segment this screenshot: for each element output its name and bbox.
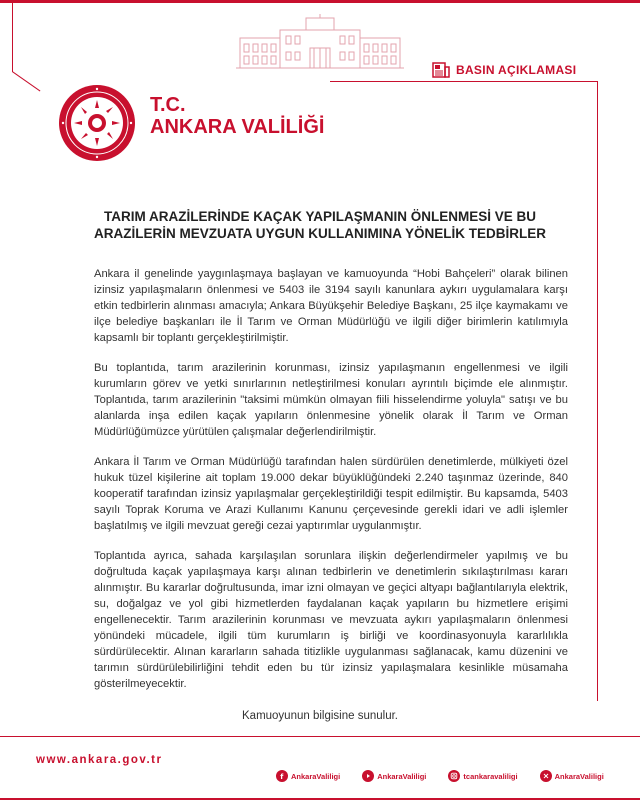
x-icon: [540, 770, 552, 782]
social-label: tcankaravaliligi: [463, 771, 518, 781]
svg-text:f: f: [280, 773, 284, 780]
governorship-seal-icon: [58, 84, 136, 162]
government-building-icon: [236, 14, 404, 70]
paragraph: Bu toplantıda, tarım arazilerinin korunması, izinsiz yapılaşmanın engellenmesi ve ilgili kurumların görev ve yetki sınırlarının netleştirilmesi konuları ayrıntılı biçimde ele alınmıştır. Toplantıda, tarım arazilerinin "taksimi mümkün olmayan fiili hisselendirme yoluyla" satışı ve bu alanlarda inşa edilen kaçak yapıların önlenmesine yönelik olarak İl Tarım ve Orman Müdürlüğümüzce yürütülen çalışmalar değerlendirilmiştir.: [94, 362, 568, 438]
press-release-label: BASIN AÇIKLAMASI: [456, 63, 577, 77]
paragraph: Ankara il genelinde yaygınlaşmaya başlayan ve kamuoyunda “Hobi Bahçeleri” olarak bilinen izinsiz yapılaşmaların önlenmesi ve 5403 ile 3194 sayılı kanunlara aykırı uygulamalara karşı etkin tedbirlerin alınması amacıyla; Ankara Büyükşehir Belediye Başkanı, 25 ilçe kaymakamı ve ilçe belediye başkanları ile İl Tarım ve Orman Müdürlüğü ve ilgili diğer birimlerin katılımıyla kapsamlı bir toplantı gerçekleştirilmiştir.: [94, 268, 568, 344]
org-prefix: T.C.: [150, 94, 186, 116]
title-line: ARAZİLERİN MEVZUATA UYGUN KULLANIMINA YÖNELİK TEDBİRLER: [94, 226, 546, 241]
social-x[interactable]: [540, 770, 604, 782]
decorative-line: [597, 81, 598, 701]
social-label: AnkaraValiligi: [554, 771, 604, 781]
top-border: [0, 0, 640, 3]
social-youtube[interactable]: [362, 770, 426, 782]
social-label: AnkaraValiligi: [377, 771, 427, 781]
website-link[interactable]: www.ankara.gov.tr: [36, 754, 163, 766]
decorative-line: [12, 0, 13, 72]
social-links: [276, 770, 604, 782]
social-instagram[interactable]: [448, 770, 517, 782]
organization-name: [150, 94, 324, 138]
paragraph: Toplantıda ayrıca, sahada karşılaşılan sorunlara ilişkin değerlendirmeler yapılmış ve bu doğrultuda kaçak yapılaşmaya karşı alınan tedbirlerin ve denetimlerin sıkılaştırılması kararı alınmıştır. Bu kararlar doğrultusunda, imar izni olmayan ve geçici altyapı bağlantılarıyla elektrik, su, doğalgaz ve yol gibi hizmetlerden faydalanan kaçak yapıların bu hizmetlere erişimi engellenecektir. Tarım arazilerinin korunması ve mevzuata aykırı yapılaşmaların önlenmesi yönündeki mücadele, ilgili tüm kurumların iş birliği ve koordinasyonuyla kararlılıkla sürdürülecektir. Alınan kararların sahada titizlikle uygulanması sağlanacak, kamu düzenini ve tarımın sürdürülebilirliğini tehdit eden bu tür izinsiz yapılaşmalara kesinlikle müsamaha gösterilmeyecektir.: [94, 550, 568, 690]
press-release-header: [432, 62, 576, 78]
document-title: [40, 208, 600, 242]
org-title: ANKARA VALİLİĞİ: [150, 116, 325, 138]
title-line: TARIM ARAZİLERİNDE KAÇAK YAPILAŞMANIN ÖNLENMESİ VE BU: [103, 209, 537, 224]
paragraph: Ankara İl Tarım ve Orman Müdürlüğü tarafından halen sürdürülen denetimlerde, mülkiyeti özel hukuk tüzel kişilerine ait toplam 19.000 dekar büyüklüğündeki 2.240 taşınmaz üzerinde, 840 kooperatif tarafından izinsiz yapılaşmalar gerçekleştirildiği tespit edilmiştir. Bu kapsamda, 5403 sayılı Toprak Koruma ve Arazi Kullanımı Kanunu çerçevesinde gerekli idari ve adli işlemler başlatılmış ve ilgili mevzuat gereği cezai yaptırımlar uygulanmıştır.: [94, 456, 568, 532]
facebook-icon: [276, 770, 288, 782]
document-body: [94, 266, 568, 706]
decorative-line: [330, 81, 598, 82]
youtube-icon: [362, 770, 374, 782]
decorative-line: [12, 71, 40, 91]
newspaper-icon: [432, 62, 450, 78]
closing-statement: Kamuoyunun bilgisine sunulur.: [242, 710, 398, 722]
social-facebook[interactable]: [276, 770, 340, 782]
footer-divider: [0, 736, 640, 737]
instagram-icon: [448, 770, 460, 782]
social-label: AnkaraValiligi: [291, 771, 341, 781]
